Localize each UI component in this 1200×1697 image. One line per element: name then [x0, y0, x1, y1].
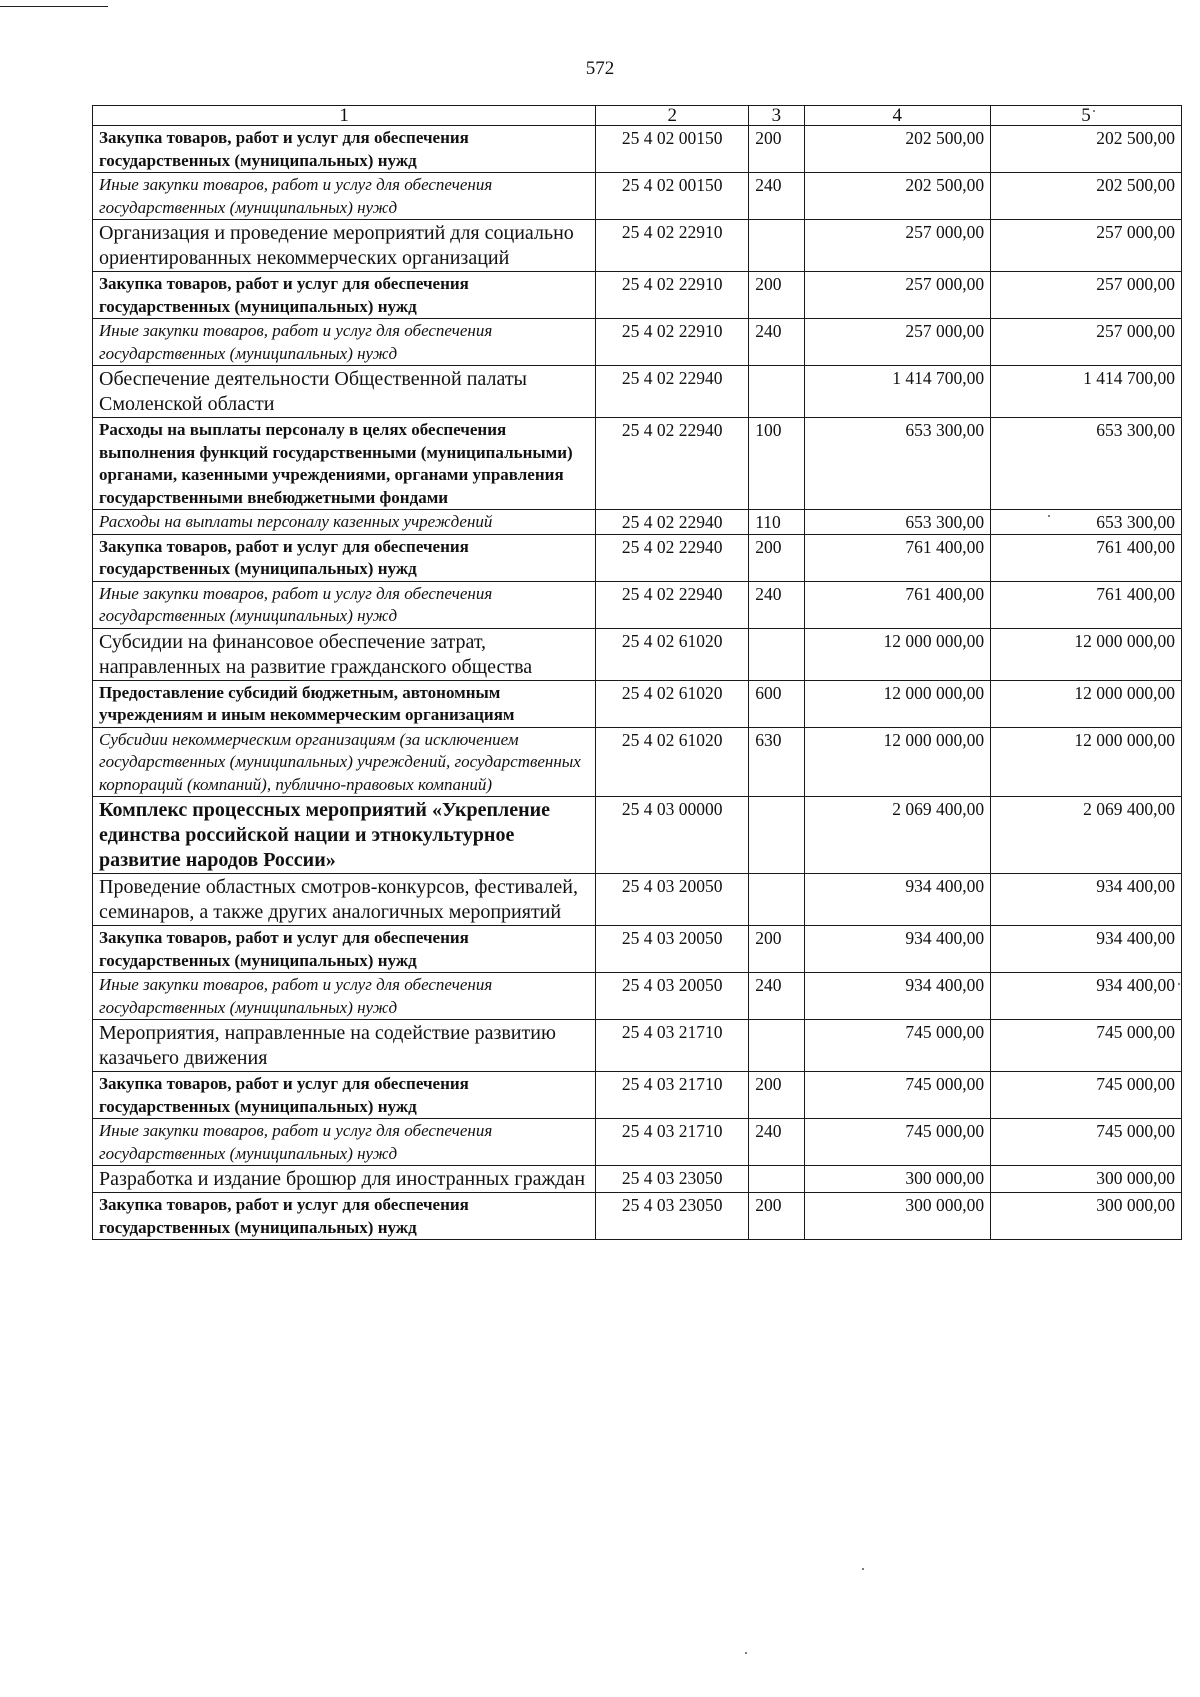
row-code-cell: 25 4 02 22940 — [596, 581, 749, 628]
header-col-4: 4 — [804, 106, 991, 126]
row-value-col4-cell: 934 400,00 — [804, 926, 991, 973]
row-name-cell: Субсидии некоммерческим организациям (за исключением государственных (муниципальных) учреждений, государственных корпораций (компаний), публично-правовых компаний) — [93, 727, 596, 797]
row-value-col4-cell: 745 000,00 — [804, 1072, 991, 1119]
scan-speck — [862, 1568, 864, 1570]
row-value-col4-cell: 300 000,00 — [804, 1193, 991, 1240]
row-value-col4-cell: 653 300,00 — [804, 418, 991, 510]
row-code-cell: 25 4 02 61020 — [596, 680, 749, 727]
table-row — [93, 510, 1182, 535]
row-name-cell: Разработка и издание брошюр для иностранных граждан — [93, 1166, 596, 1193]
row-name-cell: Расходы на выплаты персоналу казенных учреждений — [93, 510, 596, 535]
row-type-cell: 200 — [749, 926, 804, 973]
row-type-cell — [749, 628, 804, 680]
table-body — [93, 126, 1182, 1240]
table-row — [93, 727, 1182, 797]
row-value-col5-cell: 257 000,00 — [991, 220, 1182, 272]
row-value-col4-cell: 761 400,00 — [804, 581, 991, 628]
header-col-1: 1 — [93, 106, 596, 126]
table-row — [93, 366, 1182, 418]
row-name-cell: Закупка товаров, работ и услуг для обеспечения государственных (муниципальных) нужд — [93, 1193, 596, 1240]
row-value-col4-cell: 12 000 000,00 — [804, 727, 991, 797]
table-row — [93, 126, 1182, 173]
row-value-col5-cell: 761 400,00 — [991, 581, 1182, 628]
row-name-cell: Иные закупки товаров, работ и услуг для обеспечения государственных (муниципальных) нужд — [93, 581, 596, 628]
row-name-cell: Расходы на выплаты персоналу в целях обеспечения выполнения функций государственными (муниципальными) органами, казенными учреждениями, органами управления государственными внебюджетными фондами — [93, 418, 596, 510]
row-name-cell: Организация и проведение мероприятий для социально ориентированных некоммерческих организаций — [93, 220, 596, 272]
row-type-cell — [749, 797, 804, 874]
row-value-col5-cell: 745 000,00 — [991, 1020, 1182, 1072]
row-name-cell: Закупка товаров, работ и услуг для обеспечения государственных (муниципальных) нужд — [93, 534, 596, 581]
table-row — [93, 926, 1182, 973]
row-value-col5-cell: 202 500,00 — [991, 126, 1182, 173]
table-row — [93, 534, 1182, 581]
scan-speck — [1093, 110, 1095, 112]
scan-speck — [745, 1652, 747, 1654]
row-type-cell: 240 — [749, 173, 804, 220]
row-value-col4-cell: 2 069 400,00 — [804, 797, 991, 874]
row-value-col5-cell: 745 000,00 — [991, 1119, 1182, 1166]
row-code-cell: 25 4 03 21710 — [596, 1072, 749, 1119]
row-type-cell: 240 — [749, 1119, 804, 1166]
table-row — [93, 797, 1182, 874]
row-value-col4-cell: 653 300,00 — [804, 510, 991, 535]
corner-mark — [0, 6, 108, 7]
row-name-cell: Закупка товаров, работ и услуг для обеспечения государственных (муниципальных) нужд — [93, 126, 596, 173]
row-name-cell: Закупка товаров, работ и услуг для обеспечения государственных (муниципальных) нужд — [93, 926, 596, 973]
row-name-cell: Закупка товаров, работ и услуг для обеспечения государственных (муниципальных) нужд — [93, 272, 596, 319]
row-value-col4-cell: 934 400,00 — [804, 874, 991, 926]
row-value-col5-cell: 653 300,00 — [991, 418, 1182, 510]
row-value-col4-cell: 257 000,00 — [804, 220, 991, 272]
row-code-cell: 25 4 02 22940 — [596, 366, 749, 418]
row-value-col5-cell: 934 400,00 — [991, 874, 1182, 926]
scan-speck — [1048, 515, 1050, 517]
row-value-col4-cell: 202 500,00 — [804, 173, 991, 220]
header-col-5: 5 — [991, 106, 1182, 126]
header-row — [93, 106, 1182, 126]
table-row — [93, 319, 1182, 366]
row-code-cell: 25 4 03 20050 — [596, 973, 749, 1020]
row-value-col4-cell: 257 000,00 — [804, 319, 991, 366]
row-code-cell: 25 4 02 22910 — [596, 272, 749, 319]
row-type-cell: 200 — [749, 534, 804, 581]
row-value-col5-cell: 934 400,00 — [991, 926, 1182, 973]
row-name-cell: Закупка товаров, работ и услуг для обеспечения государственных (муниципальных) нужд — [93, 1072, 596, 1119]
table-row — [93, 1193, 1182, 1240]
row-value-col4-cell: 257 000,00 — [804, 272, 991, 319]
row-code-cell: 25 4 03 20050 — [596, 926, 749, 973]
table-row — [93, 1072, 1182, 1119]
row-value-col5-cell: 202 500,00 — [991, 173, 1182, 220]
row-code-cell: 25 4 02 22910 — [596, 319, 749, 366]
row-name-cell: Обеспечение деятельности Общественной палаты Смоленской области — [93, 366, 596, 418]
row-name-cell: Иные закупки товаров, работ и услуг для обеспечения государственных (муниципальных) нужд — [93, 173, 596, 220]
row-value-col4-cell: 761 400,00 — [804, 534, 991, 581]
row-name-cell: Субсидии на финансовое обеспечение затрат, направленных на развитие гражданского общества — [93, 628, 596, 680]
row-type-cell: 110 — [749, 510, 804, 535]
row-code-cell: 25 4 02 22940 — [596, 510, 749, 535]
row-code-cell: 25 4 03 00000 — [596, 797, 749, 874]
table-row — [93, 220, 1182, 272]
row-name-cell: Мероприятия, направленные на содействие развитию казачьего движения — [93, 1020, 596, 1072]
row-code-cell: 25 4 02 61020 — [596, 727, 749, 797]
row-code-cell: 25 4 02 22940 — [596, 418, 749, 510]
row-code-cell: 25 4 03 23050 — [596, 1193, 749, 1240]
table-row — [93, 272, 1182, 319]
row-name-cell: Комплекс процессных мероприятий «Укрепление единства российской нации и этнокультурное развитие народов России» — [93, 797, 596, 874]
row-value-col4-cell: 1 414 700,00 — [804, 366, 991, 418]
row-type-cell: 200 — [749, 126, 804, 173]
header-col-2: 2 — [596, 106, 749, 126]
row-value-col4-cell: 202 500,00 — [804, 126, 991, 173]
row-code-cell: 25 4 03 21710 — [596, 1020, 749, 1072]
row-type-cell — [749, 874, 804, 926]
row-value-col5-cell: 2 069 400,00 — [991, 797, 1182, 874]
row-value-col4-cell: 745 000,00 — [804, 1020, 991, 1072]
row-type-cell — [749, 1166, 804, 1193]
row-value-col5-cell: 12 000 000,00 — [991, 680, 1182, 727]
row-value-col5-cell: 12 000 000,00 — [991, 628, 1182, 680]
budget-table — [92, 105, 1182, 1240]
row-code-cell: 25 4 03 23050 — [596, 1166, 749, 1193]
row-value-col5-cell: 1 414 700,00 — [991, 366, 1182, 418]
row-type-cell: 240 — [749, 581, 804, 628]
row-type-cell — [749, 366, 804, 418]
row-value-col5-cell: 12 000 000,00 — [991, 727, 1182, 797]
row-value-col5-cell: 257 000,00 — [991, 272, 1182, 319]
row-value-col5-cell: 300 000,00 — [991, 1193, 1182, 1240]
row-value-col4-cell: 12 000 000,00 — [804, 628, 991, 680]
row-code-cell: 25 4 02 00150 — [596, 126, 749, 173]
row-type-cell — [749, 220, 804, 272]
row-name-cell: Проведение областных смотров-конкурсов, фестивалей, семинаров, а также других аналогичных мероприятий — [93, 874, 596, 926]
row-code-cell: 25 4 02 22910 — [596, 220, 749, 272]
row-type-cell: 240 — [749, 319, 804, 366]
row-name-cell: Иные закупки товаров, работ и услуг для обеспечения государственных (муниципальных) нужд — [93, 973, 596, 1020]
row-value-col5-cell: 745 000,00 — [991, 1072, 1182, 1119]
table-row — [93, 680, 1182, 727]
table-row — [93, 874, 1182, 926]
row-value-col5-cell: 653 300,00 — [991, 510, 1182, 535]
row-type-cell: 630 — [749, 727, 804, 797]
table-row — [93, 418, 1182, 510]
table-row — [93, 973, 1182, 1020]
row-value-col5-cell: 257 000,00 — [991, 319, 1182, 366]
row-type-cell: 200 — [749, 272, 804, 319]
row-value-col4-cell: 12 000 000,00 — [804, 680, 991, 727]
row-type-cell: 240 — [749, 973, 804, 1020]
row-type-cell: 200 — [749, 1193, 804, 1240]
table-row — [93, 581, 1182, 628]
row-type-cell: 600 — [749, 680, 804, 727]
row-name-cell: Предоставление субсидий бюджетным, автономным учреждениям и иным некоммерческим организациям — [93, 680, 596, 727]
row-name-cell: Иные закупки товаров, работ и услуг для обеспечения государственных (муниципальных) нужд — [93, 1119, 596, 1166]
row-code-cell: 25 4 03 20050 — [596, 874, 749, 926]
row-code-cell: 25 4 02 00150 — [596, 173, 749, 220]
page-number: 572 — [585, 58, 615, 79]
header-col-3: 3 — [749, 106, 804, 126]
table-row — [93, 1119, 1182, 1166]
table-row — [93, 1166, 1182, 1193]
table-row — [93, 628, 1182, 680]
row-value-col4-cell: 300 000,00 — [804, 1166, 991, 1193]
row-value-col4-cell: 745 000,00 — [804, 1119, 991, 1166]
row-type-cell — [749, 1020, 804, 1072]
row-code-cell: 25 4 03 21710 — [596, 1119, 749, 1166]
row-code-cell: 25 4 02 22940 — [596, 534, 749, 581]
row-value-col5-cell: 300 000,00 — [991, 1166, 1182, 1193]
row-value-col5-cell: 761 400,00 — [991, 534, 1182, 581]
row-name-cell: Иные закупки товаров, работ и услуг для обеспечения государственных (муниципальных) нужд — [93, 319, 596, 366]
table-row — [93, 1020, 1182, 1072]
row-value-col5-cell: 934 400,00 — [991, 973, 1182, 1020]
row-code-cell: 25 4 02 61020 — [596, 628, 749, 680]
row-type-cell: 100 — [749, 418, 804, 510]
scan-speck — [1178, 983, 1180, 985]
table-row — [93, 173, 1182, 220]
row-value-col4-cell: 934 400,00 — [804, 973, 991, 1020]
row-type-cell: 200 — [749, 1072, 804, 1119]
